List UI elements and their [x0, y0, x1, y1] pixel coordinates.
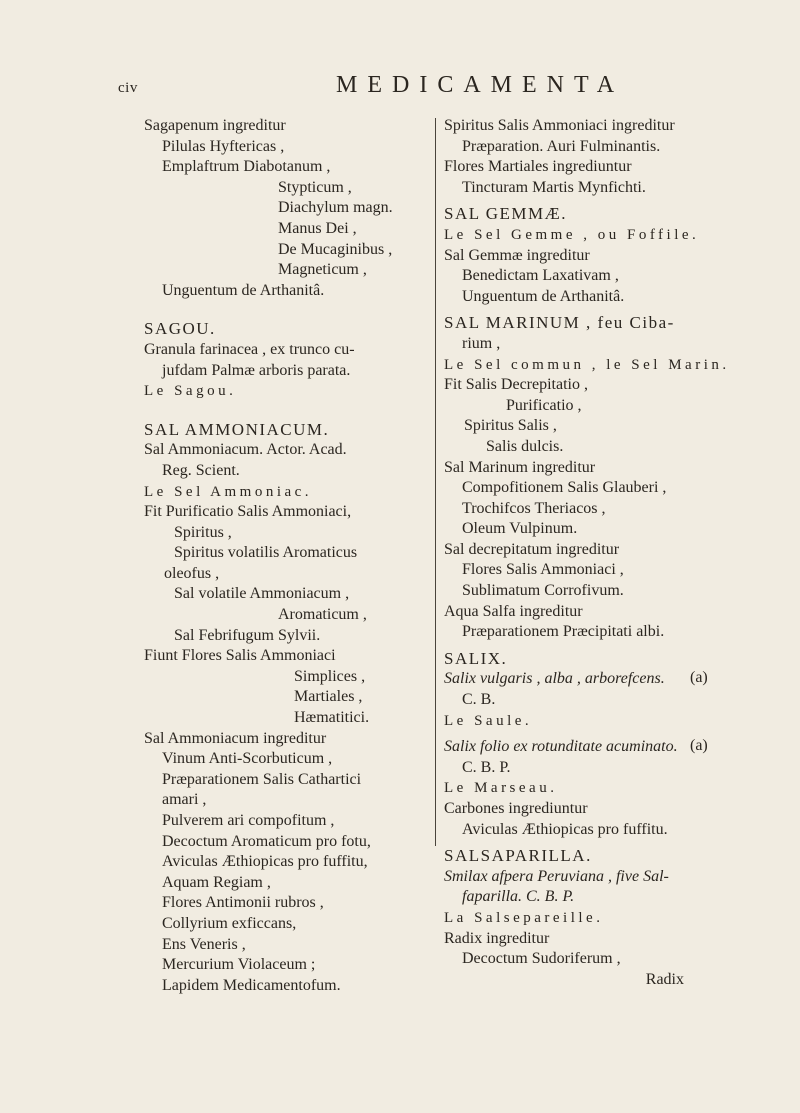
text-line: Sublimatum Corrofivum. — [462, 582, 624, 600]
text-line: Spiritus Salis Ammoniaci ingreditur — [444, 117, 675, 134]
botanical-name: Salix vulgaris , alba , arborefcens. — [444, 670, 665, 688]
text-line: Sal Febrifugum Sylvii. — [174, 626, 321, 644]
text-line: Salis dulcis. — [486, 437, 564, 455]
french-name: Le Sel commun , le Sel Marin. — [444, 356, 730, 373]
text-line: Aqua Salfa ingreditur — [444, 602, 583, 620]
french-name: Le Sel Ammoniac. — [144, 483, 313, 500]
text-line: Stypticum , — [278, 178, 352, 196]
text-line: Pulverem ari compofitum , — [162, 812, 335, 829]
text-line: Flores Martiales ingrediuntur — [444, 158, 632, 176]
margin-note: (a) — [690, 669, 708, 687]
text-line: Trochifcos Theriacos , — [462, 499, 606, 517]
french-name: Le Sagou. — [144, 383, 237, 400]
text-line: Decoctum Sudoriferum , — [462, 950, 621, 968]
column-rule — [435, 118, 436, 846]
text-line: Sal decrepitatum ingreditur — [444, 540, 620, 558]
french-name: La Salsepareille. — [444, 909, 604, 926]
text-line: Emplaftrum Diabotanum , — [162, 158, 331, 176]
text-line: Ens Veneris , — [162, 935, 246, 953]
text-line: Decoctum Aromaticum pro fotu, — [162, 832, 371, 850]
text-line: Sal Ammoniacum ingreditur — [144, 729, 327, 747]
text-line: Aquam Regiam , — [162, 873, 271, 891]
text-line: Pilulas Hyftericas , — [162, 137, 285, 155]
text-line: Flores Salis Ammoniaci , — [462, 561, 624, 579]
text-line: Fiunt Flores Salis Ammoniaci — [144, 647, 336, 665]
text-line: Diachylum magn. — [278, 199, 393, 217]
spacer — [144, 301, 428, 319]
entry-heading: SAGOU. — [144, 319, 216, 339]
text-line: amari , — [162, 791, 207, 809]
text-line: Collyrium exficcans, — [162, 914, 297, 932]
french-name: Le Marseau. — [444, 780, 558, 797]
text-line: Simplices , — [294, 667, 366, 685]
text-line: Magneticum , — [278, 261, 367, 279]
text-line: Fit Purificatio Salis Ammoniaci, — [144, 503, 352, 521]
text-line: Præparation. Auri Fulminantis. — [462, 137, 661, 155]
text-line: Sal volatile Ammoniacum , — [174, 585, 350, 603]
text-line: Vinum Anti-Scorbuticum , — [162, 750, 333, 768]
text-line: De Mucaginibus , — [278, 240, 393, 258]
text-line: Granula farinacea , ex trunco cu- — [144, 340, 355, 358]
spacer — [144, 402, 428, 420]
text-line: C. B. — [462, 691, 496, 709]
text-line: Aviculas Æthiopicas pro fuffitu. — [462, 820, 668, 838]
text-line: Flores Antimonii rubros , — [162, 894, 324, 912]
text-line: Præparationem Præcipitati albi. — [462, 623, 665, 641]
entry-heading: SAL AMMONIACUM. — [144, 419, 330, 439]
text-line: Spiritus , — [174, 523, 232, 541]
text-line: Compofitionem Salis Glauberi , — [462, 479, 667, 497]
text-line: Aviculas Æthiopicas pro fuffitu, — [162, 853, 368, 871]
botanical-name: faparilla. C. B. P. — [462, 888, 575, 906]
text-line: Spiritus volatilis Aromaticus — [174, 544, 358, 562]
text-line: Sal Ammoniacum. Actor. Acad. — [144, 441, 347, 459]
text-line: Unguentum de Arthanitâ. — [462, 287, 625, 305]
text-line: Mercurium Violaceum ; — [162, 956, 316, 974]
entry-heading: SAL GEMMÆ. — [444, 204, 567, 224]
french-name: Le Sel Gemme , ou Foffile. — [444, 226, 700, 243]
entry-heading: SALSAPARILLA. — [444, 846, 592, 866]
text-line: Unguentum de Arthanitâ. — [162, 281, 325, 299]
text-line: Benedictam Laxativam , — [462, 267, 619, 285]
french-name: Le Saule. — [444, 712, 533, 729]
text-line: Præparationem Salis Cathartici — [162, 770, 362, 788]
text-line: Sal Gemmæ ingreditur — [444, 246, 590, 264]
text-line: Radix ingreditur — [444, 929, 550, 947]
text-line: Fit Salis Decrepitatio , — [444, 376, 588, 394]
text-line: Oleum Vulpinum. — [462, 520, 578, 538]
text-line: Hæmatitici. — [294, 709, 370, 727]
running-head: MEDICAMENTA — [336, 72, 625, 98]
text-line: Manus Dei , — [278, 219, 357, 237]
page-number: civ — [118, 80, 138, 96]
margin-note: (a) — [690, 737, 708, 755]
text-line: Carbones ingrediuntur — [444, 800, 588, 817]
text-line: C. B. P. — [462, 758, 511, 776]
text-line: Spiritus Salis , — [464, 417, 557, 435]
botanical-name: Smilax afpera Peruviana , five Sal- — [444, 867, 669, 885]
text-line: oleofus , — [164, 564, 220, 582]
text-line: Lapidem Medicamentofum. — [162, 976, 341, 994]
botanical-name: Salix folio ex rotunditate acuminato. — [444, 738, 678, 756]
text-line: rium , — [462, 334, 501, 352]
catchword: Radix — [645, 970, 684, 988]
left-column — [144, 116, 428, 996]
entry-heading: SAL MARINUM , feu Ciba- — [444, 313, 675, 333]
right-column — [444, 116, 730, 990]
text-line: Sagapenum ingreditur — [144, 117, 286, 134]
text-line: Martiales , — [294, 688, 363, 706]
text-line: Tincturam Martis Mynfichti. — [462, 178, 646, 196]
entry-heading: SALIX. — [444, 648, 508, 668]
text-line: jufdam Palmæ arboris parata. — [162, 361, 351, 379]
text-line: Reg. Scient. — [162, 461, 240, 479]
text-line: Sal Marinum ingreditur — [444, 458, 596, 476]
text-line: Aromaticum , — [278, 606, 367, 624]
text-line: Purificatio , — [506, 396, 582, 414]
